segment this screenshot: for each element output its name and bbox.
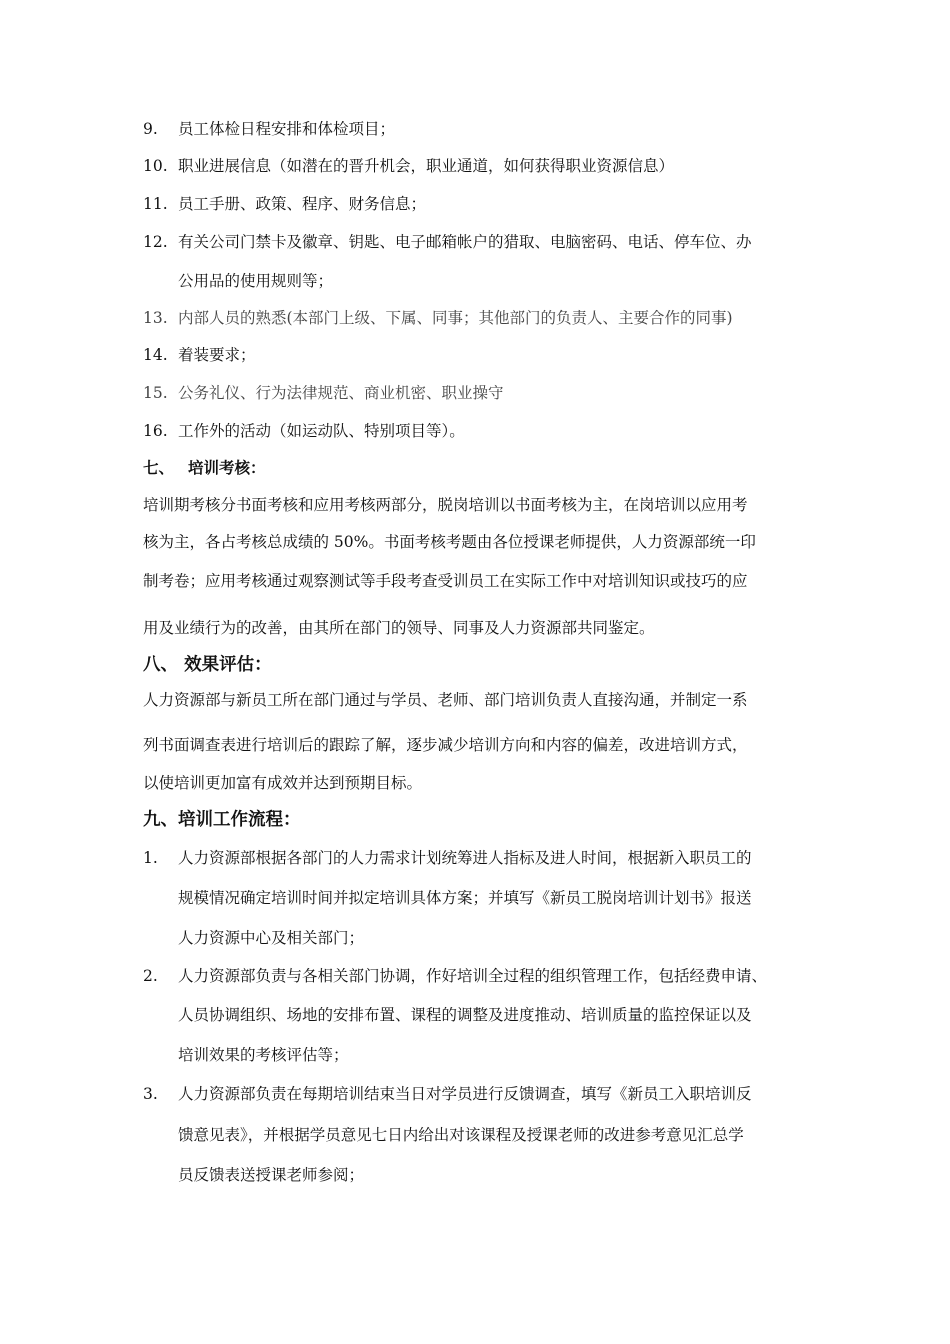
list-item-number: 9.: [143, 120, 158, 138]
list-item-number: 2.: [143, 967, 158, 985]
list-item-text-continued: 人员协调组织、场地的安排布置、课程的调整及进度推动、培训质量的监控保证以及: [178, 1006, 752, 1024]
list-item-number: 3.: [143, 1085, 158, 1103]
list-item-text-continued: 员反馈表送授课老师参阅；: [178, 1166, 365, 1184]
list-item-number: 14.: [143, 346, 168, 364]
list-item-text: 人力资源部负责在每期培训结束当日对学员进行反馈调查，填写《新员工入职培训反: [178, 1085, 752, 1103]
list-item-text: 公务礼仪、行为法律规范、商业机密、职业操守: [178, 384, 504, 402]
list-item-text: 职业进展信息（如潜在的晋升机会，职业通道，如何获得职业资源信息）: [178, 157, 675, 175]
list-item-text: 工作外的活动（如运动队、特别项目等）。: [178, 422, 465, 440]
paragraph-line: 人力资源部与新员工所在部门通过与学员、老师、部门培训负责人直接沟通，并制定一系: [143, 691, 748, 709]
section-heading: 培训考核：: [188, 459, 266, 477]
list-item-number: 16.: [143, 422, 168, 440]
list-item-text-continued: 馈意见表》，并根据学员意见七日内给出对该课程及授课老师的改进参考意见汇总学: [178, 1126, 744, 1144]
paragraph-line: 以使培训更加富有成效并达到预期目标。: [143, 774, 423, 792]
paragraph-line: 列书面调查表进行培训后的跟踪了解，逐步减少培训方向和内容的偏差，改进培训方式，: [143, 736, 748, 754]
section-heading-number: 七、: [143, 459, 175, 477]
list-item-text: 员工手册、政策、程序、财务信息；: [178, 195, 427, 213]
section-heading: 八、 效果评估：: [143, 655, 272, 675]
list-item-number: 1.: [143, 849, 158, 867]
list-item-number: 12.: [143, 233, 168, 251]
list-item-number: 13.: [143, 309, 168, 327]
list-item-number: 15.: [143, 384, 168, 402]
list-item-number: 11.: [143, 195, 168, 213]
list-item-number: 10.: [143, 157, 168, 175]
paragraph-line: 培训期考核分书面考核和应用考核两部分，脱岗培训以书面考核为主，在岗培训以应用考: [143, 496, 748, 514]
list-item-text-continued: 公用品的使用规则等；: [178, 272, 334, 290]
list-item-text-continued: 规模情况确定培训时间并拟定培训具体方案；并填写《新员工脱岗培训计划书》报送: [178, 889, 752, 907]
list-item-text: 内部人员的熟悉(本部门上级、下属、同事；其他部门的负责人、主要合作的同事): [178, 309, 733, 327]
paragraph-line: 制考卷；应用考核通过观察测试等手段考查受训员工在实际工作中对培训知识或技巧的应: [143, 572, 748, 590]
paragraph-line: 用及业绩行为的改善，由其所在部门的领导、同事及人力资源部共同鉴定。: [143, 619, 655, 637]
list-item-text-continued: 人力资源中心及相关部门；: [178, 929, 365, 947]
list-item-text: 人力资源部根据各部门的人力需求计划统筹进人指标及进人时间，根据新入职员工的: [178, 849, 752, 867]
list-item-text: 员工体检日程安排和体检项目；: [178, 120, 396, 138]
paragraph-line: 核为主，各占考核总成绩的 50%。书面考核考题由各位授课老师提供，人力资源部统一印: [143, 533, 756, 551]
list-item-text: 有关公司门禁卡及徽章、钥匙、电子邮箱帐户的猎取、电脑密码、电话、停车位、办: [178, 233, 752, 251]
list-item-text-continued: 培训效果的考核评估等；: [178, 1046, 349, 1064]
list-item-text: 着装要求；: [178, 346, 256, 364]
section-heading: 九、培训工作流程：: [143, 810, 301, 830]
list-item-text: 人力资源部负责与各相关部门协调，作好培训全过程的组织管理工作，包括经费申请、: [178, 967, 768, 985]
